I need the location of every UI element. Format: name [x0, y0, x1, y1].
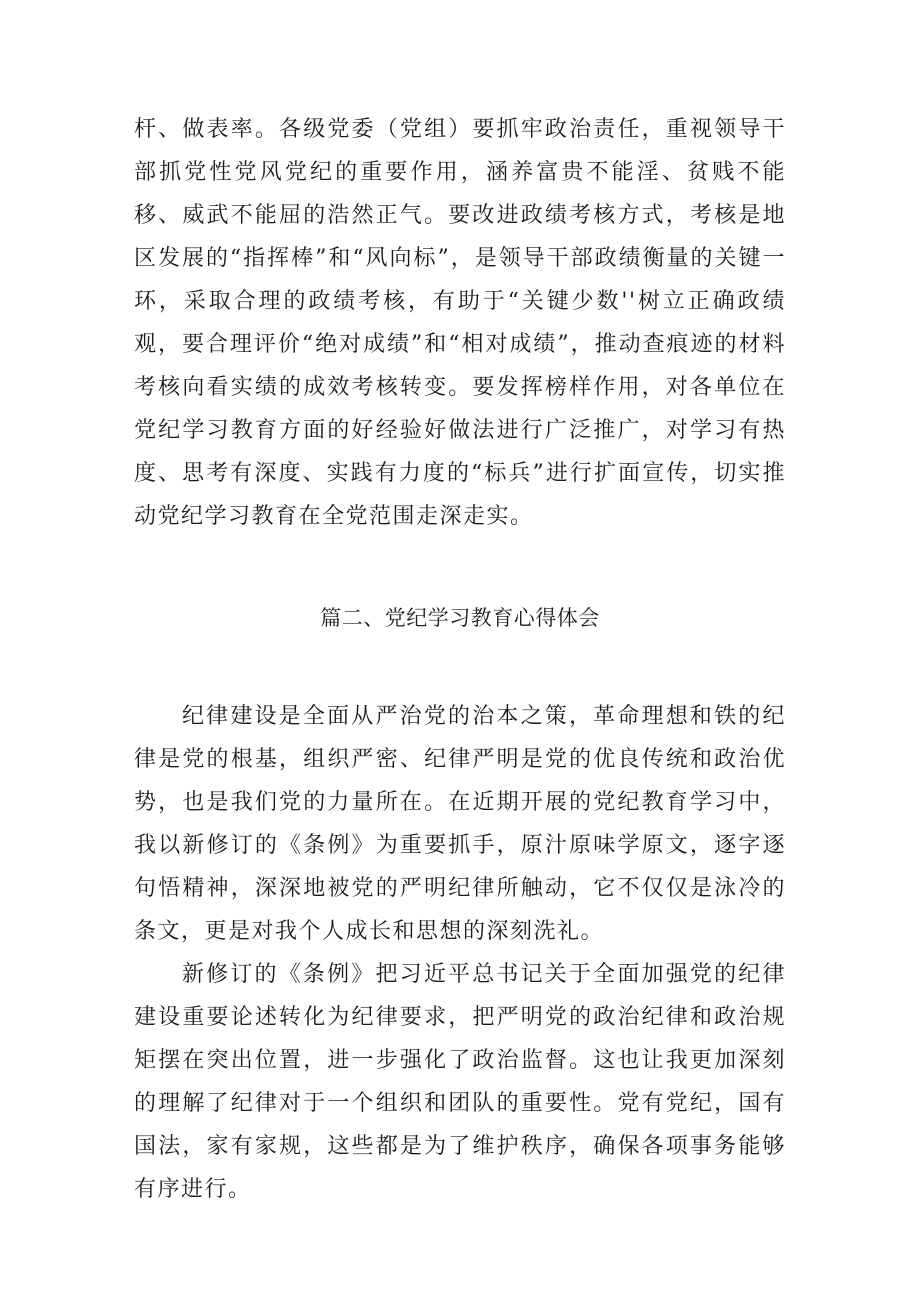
section-heading: 篇二、党纪学习教育心得体会 — [320, 606, 600, 630]
body-paragraph: 杆、做表率。各级党委（党组）要抓牢政治责任，重视领导干部抓党性党风党纪的重要作用，涵养富贵不能淫、贫贱不能移、威武不能屈的浩然正气。要改进政绩考核方式，考核是地区发展的“指挥棒”和“风向标”，是领导干部政绩衡量的关键一环，采取合理的政绩考核，有助于“关键少数''树立正确政绩观，要合理评价“绝对成绩”和“相对成绩”，推动查痕迹的材料考核向看实绩的成效考核转变。要发挥榜样作用，对各单位在党纪学习教育方面的好经验好做法进行广泛推广，对学习有热度、思考有深度、实践有力度的“标兵”进行扩面宣传，切实推动党纪学习教育在全党范围走深走实。 — [134, 117, 786, 529]
body-paragraph: 纪律建设是全面从严治党的治本之策，革命理想和铁的纪律是党的根基，组织严密、纪律严明是党的优良传统和政治优势，也是我们党的力量所在。在近期开展的党纪教育学习中，我以新修订的《条例》为重要抓手，原汁原味学原文，逐字逐句悟精神，深深地被党的严明纪律所触动，它不仅仅是泳冷的条文，更是对我个人成长和思想的深刻洗礼。 — [134, 704, 786, 944]
body-paragraph: 新修订的《条例》把习近平总书记关于全面加强党的纪律建设重要论述转化为纪律要求，把严明党的政治纪律和政治规矩摆在突出位置，进一步强化了政治监督。这也让我更加深刻的理解了纪律对于一个组织和团队的重要性。党有党纪，国有国法，家有家规，这些都是为了维护秩序，确保各项事务能够有序进行。 — [134, 962, 786, 1202]
